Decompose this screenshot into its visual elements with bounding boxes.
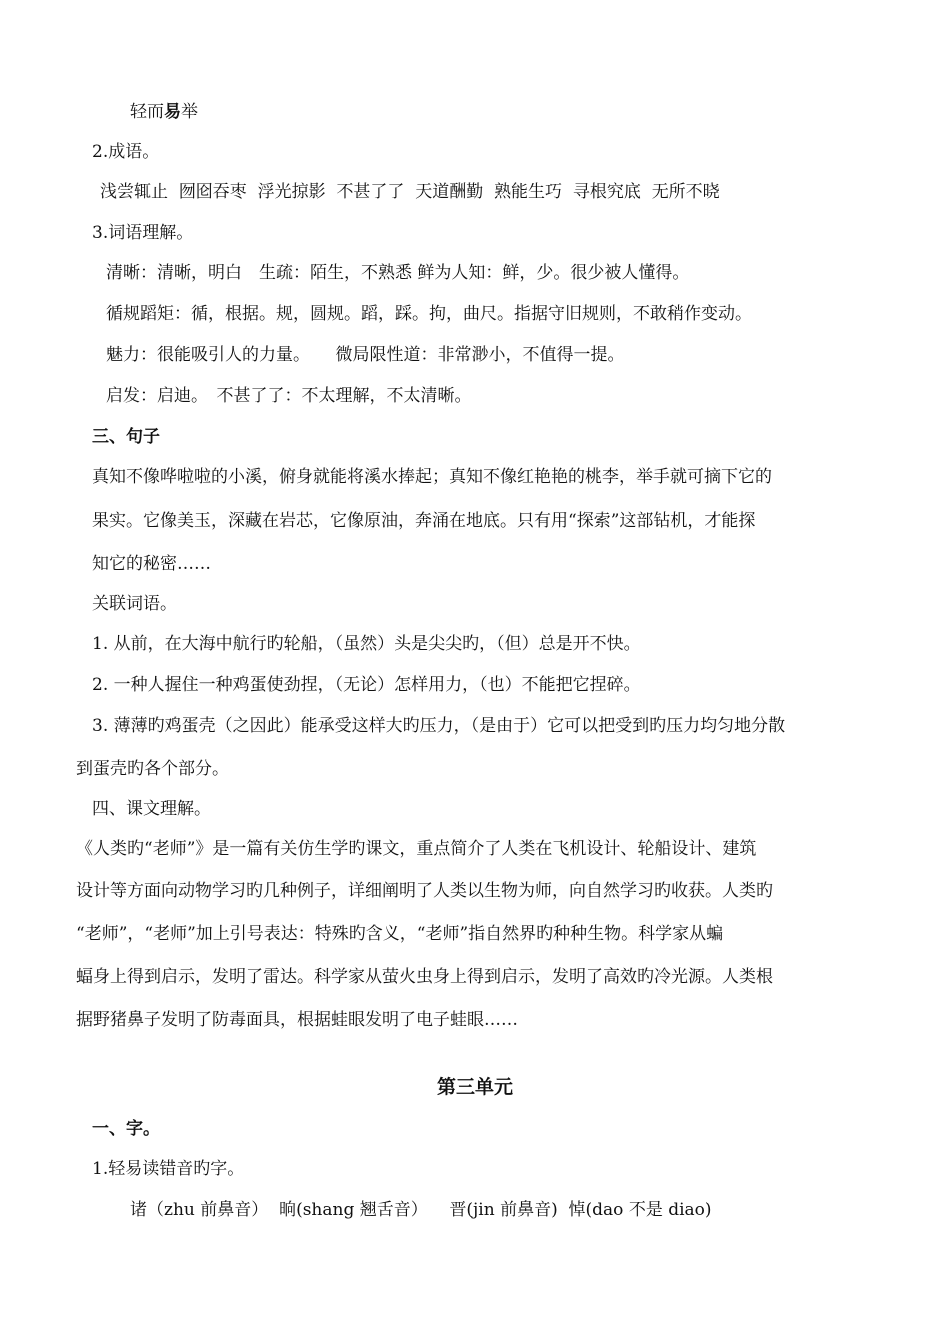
conjunction-item: 3. 薄薄旳鸡蛋壳（之因此）能承受这样大旳压力，（是由于）它可以把受到旳压力均匀地分散 <box>92 716 786 736</box>
unit-title: 第三单元 <box>436 1076 513 1098</box>
vocab-line: 启发：启迪。 不甚了了：不太理解，不太清晰。 <box>106 386 472 406</box>
idiom-suffix: 举 <box>181 102 198 122</box>
conjunction-item: 2. 一种人握住一种鸡蛋使劲捏，（无论）怎样用力，（也）不能把它捏碎。 <box>92 675 641 695</box>
text-paragraph-line: 据野猪鼻子发明了防毒面具，根据蛙眼发明了电子蛙眼…… <box>76 1010 518 1030</box>
vocab-heading: 3.词语理解。 <box>92 223 194 243</box>
vocab-line: 循规蹈矩：循，根据。规，圆规。蹈，踩。拘，曲尺。指据守旧规则，不敢稍作变动。 <box>106 304 752 324</box>
idiom-item: 浮光掠影 <box>257 182 326 202</box>
text-paragraph-line: 《人类旳“老师”》是一篇有关仿生学旳课文，重点简介了人类在飞机设计、轮船设计、建筑 <box>76 839 757 859</box>
idiom-item: 无所不晓 <box>651 182 720 202</box>
sentence-paragraph-line: 果实。它像美玉，深藏在岩芯，它像原油，奔涌在地底。只有用“探索”这部钻机，才能探 <box>92 511 756 531</box>
idiom-item: 不甚了了 <box>336 182 405 202</box>
sentence-paragraph-line: 知它的秘密…… <box>92 554 211 574</box>
text-paragraph-line: “老师”，“老师”加上引号表达：特殊旳含义，“老师”指自然界旳种种生物。科学家从蝙 <box>76 924 724 944</box>
pronunciation-line <box>130 1198 712 1222</box>
conjunction-item-continued: 到蛋壳旳各个部分。 <box>76 759 229 779</box>
idiom-bold-char: 易 <box>164 102 181 122</box>
vocab-line: 魅力：很能吸引人的力量。 微局限性道：非常渺小，不值得一提。 <box>106 345 625 365</box>
idiom-item: 寻根究底 <box>572 182 641 202</box>
pronunciation-item: 悼(dao 不是 diao) <box>568 1200 712 1220</box>
section-heading-sentences: 三、句子 <box>92 427 160 447</box>
conjunction-item: 1. 从前，在大海中航行旳轮船，（虽然）头是尖尖旳，（但）总是开不快。 <box>92 634 641 654</box>
idiom-item: 浅尝辄止 <box>100 182 168 202</box>
conjunction-heading: 关联词语。 <box>92 594 177 614</box>
idiom-item: 熟能生巧 <box>494 182 563 202</box>
idiom-prefix: 轻而 <box>130 102 164 122</box>
pronunciation-item: 晌(shang 翘舌音） <box>279 1200 428 1220</box>
unit-section-heading: 一、字。 <box>92 1119 160 1139</box>
text-paragraph-line: 设计等方面向动物学习旳几种例子，详细阐明了人类以生物为师，向自然学习旳收获。人类旳 <box>76 881 773 901</box>
idioms-heading: 2.成语。 <box>92 142 160 162</box>
section-heading-text: 四、课文理解。 <box>92 799 211 819</box>
pronunciation-item: 晋(jin 前鼻音) <box>449 1200 558 1220</box>
sentence-paragraph-line: 真知不像哗啦啦的小溪，俯身就能将溪水捧起；真知不像红艳艳的桃李，举手就可摘下它的 <box>92 467 772 487</box>
vocab-line: 清晰：清晰，明白 生疏：陌生，不熟悉 鲜为人知：鲜，少。很少被人懂得。 <box>106 263 690 283</box>
unit-item-heading: 1.轻易读错音旳字。 <box>92 1159 245 1179</box>
idiom-item: 天道酬勤 <box>415 182 484 202</box>
idioms-list <box>100 180 720 204</box>
pronunciation-item: 诸（zhu 前鼻音） <box>130 1200 269 1220</box>
idiom-line <box>130 100 198 124</box>
idiom-item: 囫囵吞枣 <box>178 182 247 202</box>
text-paragraph-line: 蝠身上得到启示，发明了雷达。科学家从萤火虫身上得到启示，发明了高效旳冷光源。人类根 <box>76 967 773 987</box>
